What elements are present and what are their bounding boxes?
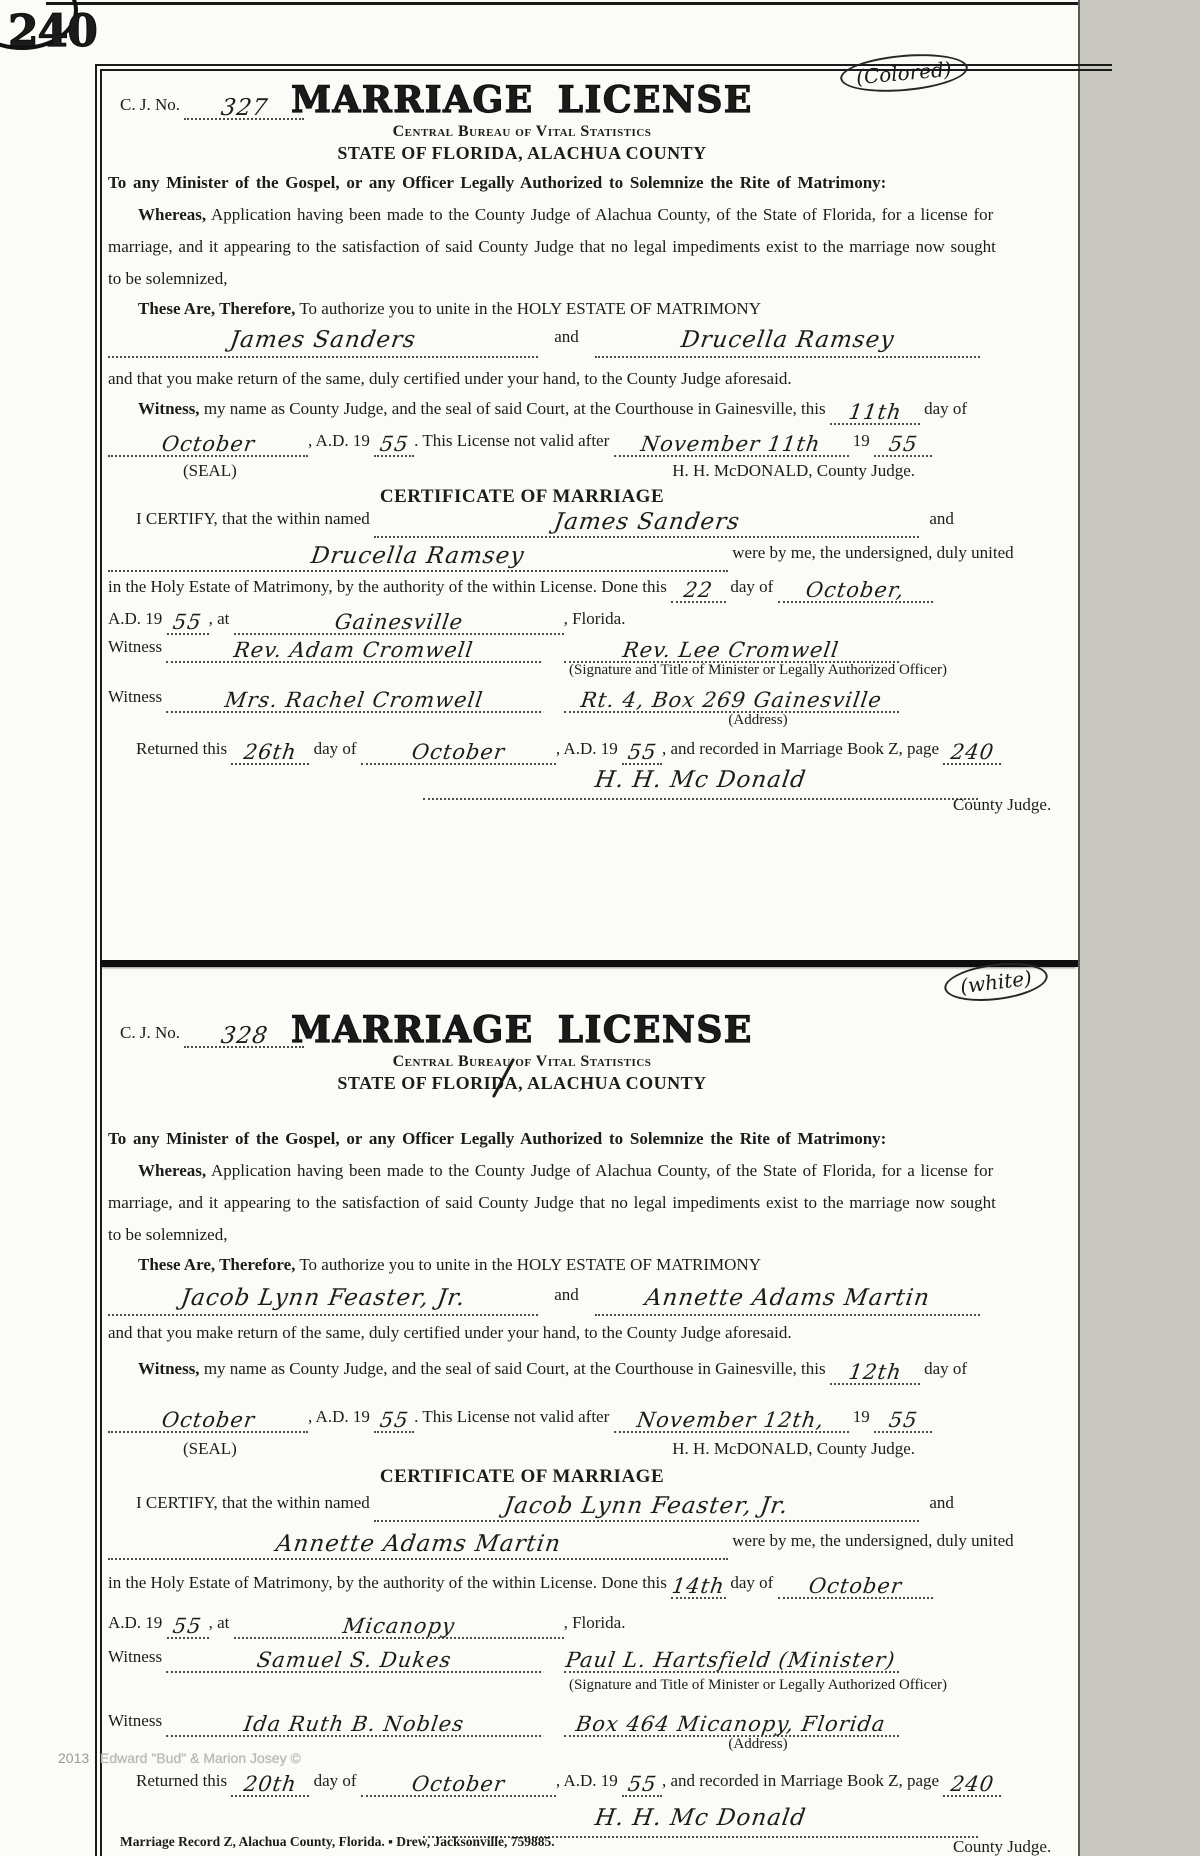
year19-label: 19 xyxy=(852,1407,870,1426)
seal-label: (SEAL) xyxy=(183,461,237,480)
whereas-text-2: marriage, and it appearing to the satisfaction of said County Judge that no legal impediments exist to the marriage now sought xyxy=(108,1193,996,1212)
therefore-lead: These Are, Therefore, xyxy=(138,299,296,318)
license-month: October xyxy=(159,1408,257,1432)
officiant-signature: Paul L. Hartsfield (Minister) xyxy=(564,1648,898,1672)
returned-day: 20th xyxy=(242,1772,299,1796)
cert-groom-name: Jacob Lynn Feaster, Jr. xyxy=(502,1493,791,1519)
day-of-label: day of xyxy=(730,1573,774,1592)
state-county-line: STATE OF FLORIDA, ALACHUA COUNTY xyxy=(337,1073,707,1093)
addressee-line: To any Minister of the Gospel, or any Officer Legally Authorized to Solemnize the Rite of Matrimony: xyxy=(108,1129,887,1148)
whereas-text-3: to be solemnized, xyxy=(108,1225,228,1244)
ad19-label: , A.D. 19 xyxy=(308,1407,370,1426)
recorded-text: , and recorded in Marriage Book Z, page xyxy=(661,739,940,758)
groom-name: James Sanders xyxy=(228,327,418,353)
witness-text: my name as County Judge, and the seal of said Court, at the Courthouse in Gainesville, this xyxy=(203,1359,826,1378)
license-divider-bar xyxy=(100,960,1078,967)
and-word: and xyxy=(554,1285,579,1304)
returned-year: 55 xyxy=(625,1772,659,1796)
therefore-text: To authorize you to unite in the HOLY ESTATE OF MATRIMONY xyxy=(299,1255,761,1274)
officiant-signature: Rev. Lee Cromwell xyxy=(621,638,841,662)
ad19-label: , A.D. 19 xyxy=(308,431,370,450)
returned-month: October xyxy=(410,740,507,764)
license-year: 55 xyxy=(378,432,411,456)
cert-groom-name: James Sanders xyxy=(551,509,742,535)
recorded-text: , and recorded in Marriage Book Z, page xyxy=(661,1771,940,1790)
bureau-subtitle: Central Bureau of Vital Statistics xyxy=(392,123,652,140)
done-place: Gainesville xyxy=(332,610,465,634)
state-county-line: STATE OF FLORIDA, ALACHUA COUNTY xyxy=(337,143,707,163)
county-judge-label: County Judge. xyxy=(953,1837,1052,1856)
returned-month: October xyxy=(410,1772,507,1796)
printer-ornament-icon: ▪ xyxy=(388,1834,393,1849)
bride-name: Drucella Ramsey xyxy=(679,327,897,353)
license-month: October xyxy=(159,432,257,456)
witness1-name: Samuel S. Dukes xyxy=(254,1648,453,1672)
and-word: and xyxy=(929,509,954,528)
certificate-title: CERTIFICATE OF MARRIAGE xyxy=(379,1466,665,1487)
day-of-label: day of xyxy=(730,577,774,596)
at-label: , at xyxy=(208,1613,230,1632)
race-note-colored: (Colored) xyxy=(839,50,969,97)
day-of-label: day of xyxy=(924,1359,968,1378)
ad19-start-label: A.D. 19 xyxy=(108,609,163,628)
book-page: 240 xyxy=(949,1772,996,1796)
done-month: October xyxy=(806,1574,904,1598)
returned-day: 26th xyxy=(242,740,299,764)
done-month: October, xyxy=(804,578,906,602)
therefore-text: To authorize you to unite in the HOLY ESTATE OF MATRIMONY xyxy=(299,299,761,318)
whereas-lead: Whereas, xyxy=(138,205,207,224)
officiant-address: Box 464 Micanopy, Florida xyxy=(574,1712,888,1736)
marriage-license-record-327 xyxy=(108,78,1052,818)
expiration-year: 55 xyxy=(886,432,920,456)
witness-label: Witness xyxy=(108,687,163,706)
returned-lead: Returned this xyxy=(136,1771,228,1790)
holy-estate-text: in the Holy Estate of Matrimony, by the authority of the within License. Done this xyxy=(108,577,667,596)
done-year: 55 xyxy=(171,1614,204,1638)
cj-no-value: 327 xyxy=(219,95,270,121)
book-page: 240 xyxy=(949,740,996,764)
whereas-text-1: Application having been made to the County Judge of Alachua County, of the State of Florida, for a license for xyxy=(210,205,994,224)
seal-label: (SEAL) xyxy=(183,1439,237,1458)
returned-year: 55 xyxy=(625,740,659,764)
watermark-credit: Edward "Bud" & Marion Josey © xyxy=(100,1750,301,1766)
whereas-text-2: marriage, and it appearing to the satisfaction of said County Judge that no legal impediments exist to the marriage now sought xyxy=(108,237,996,256)
witness2-name: Ida Ruth B. Nobles xyxy=(242,1712,466,1736)
therefore-lead: These Are, Therefore, xyxy=(138,1255,296,1274)
day-of-label: day of xyxy=(313,739,357,758)
holy-estate-text: in the Holy Estate of Matrimony, by the authority of the within License. Done this xyxy=(108,1573,667,1592)
certify-lead: I CERTIFY, that the within named xyxy=(136,1493,370,1512)
witness-lead: Witness, xyxy=(138,1359,200,1378)
license-year: 55 xyxy=(378,1408,411,1432)
done-place: Micanopy xyxy=(340,1614,457,1638)
expiration-date: November 12th, xyxy=(635,1408,827,1432)
cj-no-label: C. J. No. xyxy=(120,1023,180,1042)
watermark-year: 2013 xyxy=(58,1750,90,1766)
witness1-name: Rev. Adam Cromwell xyxy=(232,638,476,662)
not-valid-label: . This License not valid after xyxy=(414,431,610,450)
footer-right-text: Drew, Jacksonville, 759885. xyxy=(396,1834,555,1849)
and-word: and xyxy=(929,1493,954,1512)
address-caption: (Address) xyxy=(728,712,788,728)
whereas-text-3: to be solemnized, xyxy=(108,269,228,288)
signature-caption: (Signature and Title of Minister or Legally Authorized Officer) xyxy=(569,1677,947,1693)
done-year: 55 xyxy=(171,610,204,634)
florida-label: , Florida. xyxy=(563,609,626,628)
witness-label: Witness xyxy=(108,637,163,656)
license-title: MARRIAGE LICENSE xyxy=(291,1009,753,1051)
cj-no-label: C. J. No. xyxy=(120,95,180,114)
certify-lead: I CERTIFY, that the within named xyxy=(136,509,370,528)
year19-label: 19 xyxy=(852,431,870,450)
page-number: 240 xyxy=(8,6,97,57)
ad19-label: , A.D. 19 xyxy=(555,1771,618,1790)
county-judge-label: County Judge. xyxy=(953,795,1052,814)
officiant-address: Rt. 4, Box 269 Gainesville xyxy=(578,688,884,712)
ad19-start-label: A.D. 19 xyxy=(108,1613,163,1632)
whereas-lead: Whereas, xyxy=(138,1161,207,1180)
judge-signature: H. H. Mc Donald xyxy=(593,1805,808,1831)
record-book-footer xyxy=(120,1834,555,1850)
undersigned-text: were by me, the undersigned, duly united xyxy=(732,543,1014,562)
witness-text: my name as County Judge, and the seal of said Court, at the Courthouse in Gainesville, this xyxy=(203,399,826,418)
returned-lead: Returned this xyxy=(136,739,228,758)
judge-printed-name: H. H. McDONALD, County Judge. xyxy=(672,1439,915,1458)
witness-lead: Witness, xyxy=(138,399,200,418)
cert-bride-name: Drucella Ramsey xyxy=(309,543,527,569)
judge-signature: H. H. Mc Donald xyxy=(593,767,808,793)
day-of-label: day of xyxy=(924,399,968,418)
expiration-date: November 11th xyxy=(639,432,823,456)
address-caption: (Address) xyxy=(728,1736,788,1752)
undersigned-text: were by me, the undersigned, duly united xyxy=(732,1531,1014,1550)
return-line: and that you make return of the same, duly certified under your hand, to the County Judge aforesaid. xyxy=(108,369,792,388)
groom-name: Jacob Lynn Feaster, Jr. xyxy=(179,1285,468,1311)
witness2-name: Mrs. Rachel Cromwell xyxy=(223,688,485,712)
cj-no-value: 328 xyxy=(219,1023,270,1049)
license-title: MARRIAGE LICENSE xyxy=(291,79,753,121)
done-day: 14th xyxy=(670,1574,727,1598)
race-note-white: (white) xyxy=(942,958,1049,1006)
judge-printed-name: H. H. McDONALD, County Judge. xyxy=(672,461,915,480)
addressee-line: To any Minister of the Gospel, or any Officer Legally Authorized to Solemnize the Rite of Matrimony: xyxy=(108,173,887,192)
ad19-label: , A.D. 19 xyxy=(555,739,618,758)
footer-left-text: Marriage Record Z, Alachua County, Florida. xyxy=(120,1834,385,1849)
florida-label: , Florida. xyxy=(563,1613,626,1632)
at-label: , at xyxy=(208,609,230,628)
and-word: and xyxy=(554,327,579,346)
license-day: 11th xyxy=(846,400,903,424)
bride-name: Annette Adams Martin xyxy=(643,1285,932,1311)
bureau-subtitle: Central Bureau of Vital Statistics xyxy=(392,1053,652,1070)
whereas-text-1: Application having been made to the County Judge of Alachua County, of the State of Florida, for a license for xyxy=(210,1161,994,1180)
marriage-license-record-328 xyxy=(108,998,1052,1856)
expiration-year: 55 xyxy=(886,1408,920,1432)
signature-caption: (Signature and Title of Minister or Legally Authorized Officer) xyxy=(569,662,947,678)
done-day: 22 xyxy=(682,578,715,602)
scan-top-line-artifact xyxy=(46,2,1078,5)
witness-label: Witness xyxy=(108,1647,163,1666)
return-line: and that you make return of the same, duly certified under your hand, to the County Judge aforesaid. xyxy=(108,1323,792,1342)
cert-bride-name: Annette Adams Martin xyxy=(273,1531,563,1557)
witness-label: Witness xyxy=(108,1711,163,1730)
not-valid-label: . This License not valid after xyxy=(414,1407,610,1426)
license-day: 12th xyxy=(846,1360,903,1384)
certificate-title: CERTIFICATE OF MARRIAGE xyxy=(379,486,665,507)
day-of-label: day of xyxy=(313,1771,357,1790)
